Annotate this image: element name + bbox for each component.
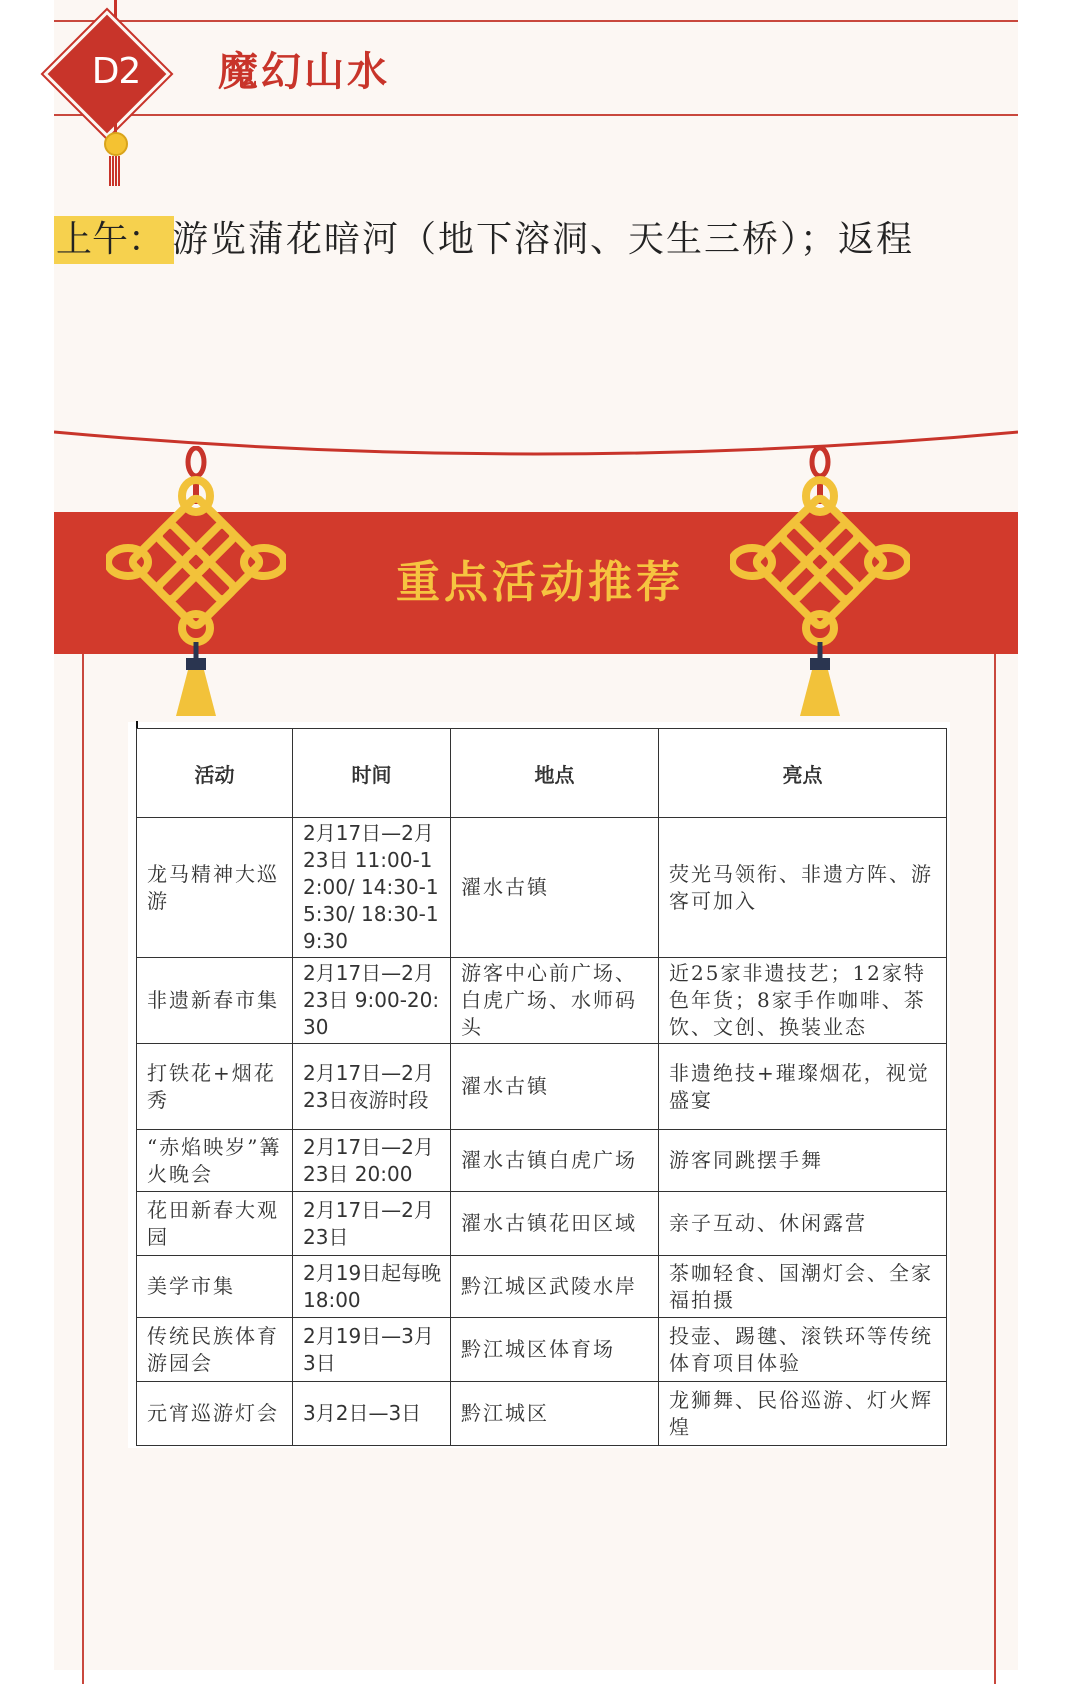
cell-place: 黔江城区体育场 — [451, 1318, 659, 1382]
table-row — [137, 1256, 947, 1318]
table-row — [137, 1130, 947, 1192]
morning-itinerary: 游览蒲花暗河（地下溶洞、天生三桥）；返程 — [172, 219, 915, 260]
table-row — [137, 1192, 947, 1256]
day-title: 魔幻山水 — [218, 49, 390, 95]
cell-time: 2月17日—2月23日 11:00-12:00/ 14:30-15:30/ 18:30-19:30 — [293, 818, 451, 958]
table-row — [137, 818, 947, 958]
cell-highlight: 近25家非遗技艺；12家特色年货；8家手作咖啡、茶饮、文创、换装业态 — [659, 958, 947, 1044]
header-highlight: 亮点 — [659, 729, 947, 818]
cell-activity: 元宵巡游灯会 — [137, 1382, 293, 1446]
cell-activity: 传统民族体育游园会 — [137, 1318, 293, 1382]
cell-place: 濯水古镇 — [451, 1044, 659, 1130]
day-badge: D2 — [91, 51, 141, 92]
cell-highlight: 非遗绝技+璀璨烟花，视觉盛宴 — [659, 1044, 947, 1130]
cell-highlight: 龙狮舞、民俗巡游、灯火辉煌 — [659, 1382, 947, 1446]
cell-time: 3月2日—3日 — [293, 1382, 451, 1446]
cell-activity: “赤焰映岁”篝火晚会 — [137, 1130, 293, 1192]
top-divider — [54, 20, 1018, 22]
table-row — [137, 1382, 947, 1446]
header-time: 时间 — [293, 729, 451, 818]
cell-highlight: 茶咖轻食、国潮灯会、全家福拍摄 — [659, 1256, 947, 1318]
cell-activity: 美学市集 — [137, 1256, 293, 1318]
cell-place: 黔江城区 — [451, 1382, 659, 1446]
pendant-string — [114, 0, 117, 22]
cell-place: 黔江城区武陵水岸 — [451, 1256, 659, 1318]
cell-place: 濯水古镇白虎广场 — [451, 1130, 659, 1192]
section-title: 重点活动推荐 — [396, 557, 684, 608]
cell-place: 濯水古镇 — [451, 818, 659, 958]
header-divider — [54, 114, 1018, 116]
header-activity: 活动 — [137, 729, 293, 818]
morning-label: 上午： — [54, 216, 174, 264]
table-row — [137, 958, 947, 1044]
cell-highlight: 荧光马领衔、非遗方阵、游客可加入 — [659, 818, 947, 958]
cell-activity: 打铁花+烟花秀 — [137, 1044, 293, 1130]
cell-time: 2月17日—2月23日 9:00-20:30 — [293, 958, 451, 1044]
cell-time: 2月19日—3月3日 — [293, 1318, 451, 1382]
coin-icon — [104, 132, 128, 156]
cell-activity: 花田新春大观园 — [137, 1192, 293, 1256]
header-place: 地点 — [451, 729, 659, 818]
table-row — [137, 1044, 947, 1130]
cell-time: 2月17日—2月23日 — [293, 1192, 451, 1256]
table-row — [137, 1318, 947, 1382]
cell-time: 2月19日起每晚18:00 — [293, 1256, 451, 1318]
cell-time: 2月17日—2月23日夜游时段 — [293, 1044, 451, 1130]
cell-activity: 非遗新春市集 — [137, 958, 293, 1044]
cell-activity: 龙马精神大巡游 — [137, 818, 293, 958]
table-header-row — [137, 729, 947, 818]
cell-highlight: 亲子互动、休闲露营 — [659, 1192, 947, 1256]
cell-highlight: 游客同跳摆手舞 — [659, 1130, 947, 1192]
activity-table — [136, 728, 947, 1446]
cell-time: 2月17日—2月23日 20:00 — [293, 1130, 451, 1192]
tassel-icon — [109, 156, 120, 186]
cell-place: 濯水古镇花田区域 — [451, 1192, 659, 1256]
cell-highlight: 投壶、踢毽、滚铁环等传统体育项目体验 — [659, 1318, 947, 1382]
cell-place: 游客中心前广场、白虎广场、水师码头 — [451, 958, 659, 1044]
